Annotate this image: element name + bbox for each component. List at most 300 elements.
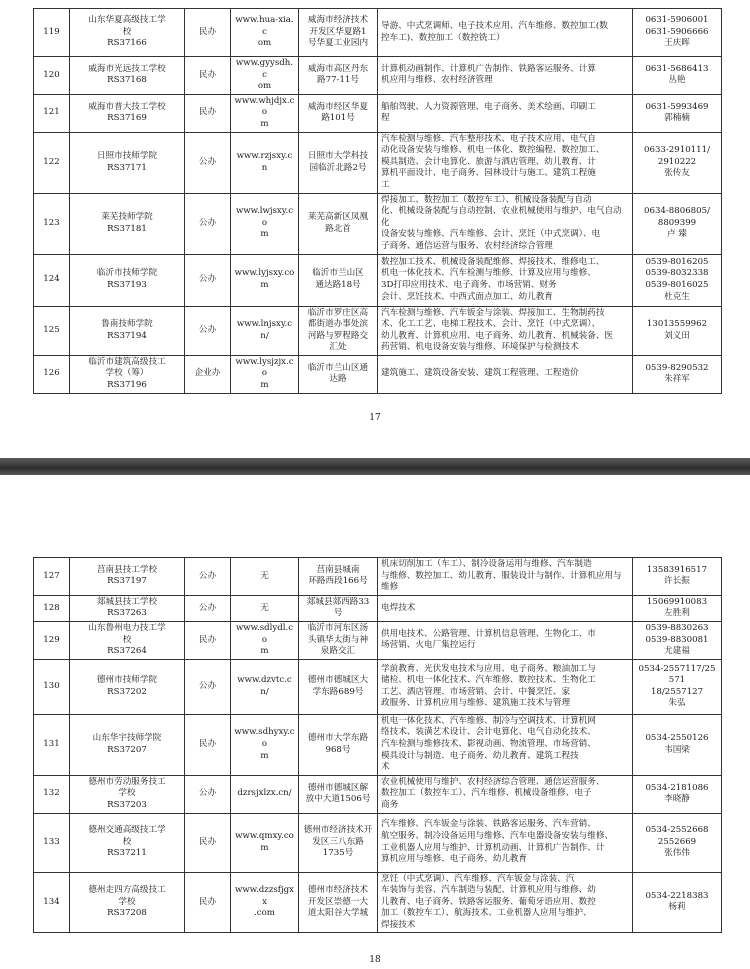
school-number: 134 xyxy=(34,872,70,933)
school-address-line: 达路 xyxy=(329,374,347,385)
school-contact-line: 王庆晖 xyxy=(664,38,690,49)
school-address-line: 968号 xyxy=(325,744,351,755)
school-majors xyxy=(378,595,633,621)
school-website xyxy=(231,659,299,714)
school-name-line: RS37203 xyxy=(107,799,147,810)
table-row xyxy=(34,94,722,132)
school-contact xyxy=(633,659,722,714)
school-contact-line: 0539-8032338 xyxy=(645,268,709,279)
school-contact-line: 杨莉 xyxy=(668,902,686,913)
school-website-line: 无 xyxy=(260,570,269,581)
school-address xyxy=(299,595,378,621)
school-table-page-17 xyxy=(33,8,722,394)
school-contact-line: 0631-5686413 xyxy=(645,63,709,74)
school-majors-line: 储检、机电一体化技术、汽车维修、数控技术、生物化工 xyxy=(381,675,596,686)
school-type: 民办 xyxy=(185,813,231,872)
school-website-line: .com xyxy=(254,908,275,919)
school-majors-line: 子商务、通信运营与服务、农村经济综合管理 xyxy=(381,240,553,251)
school-majors-line: 机应用与维修、农村经济管理 xyxy=(381,75,493,86)
school-contact-line: 0539-8830263 xyxy=(645,622,709,633)
school-address xyxy=(299,9,378,57)
school-name-line: 威海市光远技工学校 xyxy=(88,63,166,74)
school-address-line: 临沂市河东区汤 xyxy=(307,622,369,633)
school-name-line: 德州走四方高级技工 xyxy=(88,885,166,896)
school-contact xyxy=(633,306,722,355)
school-contact-line: 8809399 xyxy=(657,217,697,228)
school-contact xyxy=(633,94,722,132)
school-name-line: 德州交通高级技工学 xyxy=(88,825,166,836)
school-number: 120 xyxy=(34,57,70,95)
school-website xyxy=(231,595,299,621)
school-contact-line: 杜克生 xyxy=(664,291,690,302)
school-website xyxy=(231,193,299,254)
school-name xyxy=(70,254,185,306)
table-row xyxy=(34,193,722,254)
school-contact xyxy=(633,355,722,393)
school-address-line: 开发区华夏路1 xyxy=(309,26,367,37)
school-address-line: 临沂市兰山区通 xyxy=(307,362,369,373)
school-name-line: 德州市劳动服务技工 xyxy=(88,776,166,787)
school-name xyxy=(70,132,185,193)
school-contact xyxy=(633,57,722,95)
school-majors xyxy=(378,775,633,813)
school-contact xyxy=(633,254,722,306)
school-name-line: RS37196 xyxy=(107,380,147,391)
table-row xyxy=(34,872,722,933)
school-contact xyxy=(633,872,722,933)
school-contact-line: 0539-8830081 xyxy=(645,634,709,645)
table-row xyxy=(34,714,722,775)
school-contact xyxy=(633,558,722,596)
school-name xyxy=(70,306,185,355)
school-website xyxy=(231,813,299,872)
school-name-line: 威海市普大技工学校 xyxy=(88,101,166,112)
table-row xyxy=(34,57,722,95)
school-majors-line: 机床切削加工（车工）、制冷设备运用与维修、汽车制造 xyxy=(381,559,592,569)
school-number: 132 xyxy=(34,775,70,813)
school-address-line: 环路西段166号 xyxy=(308,576,368,587)
school-website-line: www.dzvtc.cn/ xyxy=(237,675,292,697)
school-website-line: www.hua-xia.c xyxy=(235,15,294,37)
school-address-line: 德州市经济技术开 xyxy=(303,825,373,836)
school-majors-line: 供用电技术、公路管理、计算机信息管理、生物化工、市 xyxy=(381,628,596,639)
school-name xyxy=(70,621,185,659)
school-website-line: www.sdhyxy.co xyxy=(234,727,295,749)
school-number: 127 xyxy=(34,558,70,596)
school-name xyxy=(70,94,185,132)
school-website xyxy=(231,254,299,306)
school-contact-line: 13013559962 xyxy=(646,319,708,330)
school-website-line: dzrsjxlzx.cn/ xyxy=(237,788,292,799)
school-majors xyxy=(378,132,633,193)
school-address xyxy=(299,621,378,659)
school-contact xyxy=(633,621,722,659)
school-majors-line: 络技术、装潢艺术设计、会计电算化、电气自动化技术、 xyxy=(381,727,596,738)
school-contact xyxy=(633,714,722,775)
school-majors-line: 工业机器人应用与维护、计算机动画、计算机广告制作、计 xyxy=(381,842,605,853)
school-address-line: 放中大道1506号 xyxy=(305,794,371,805)
school-address-line: 都街道办事处滨 xyxy=(307,319,369,330)
school-type: 公办 xyxy=(185,306,231,355)
school-website-line: www.lwjsxy.co xyxy=(235,206,294,228)
school-name-line: 鲁南技师学院 xyxy=(101,319,153,330)
school-website xyxy=(231,775,299,813)
school-address xyxy=(299,558,378,596)
school-name xyxy=(70,872,185,933)
school-majors-line: 场营销、火电厂集控运行 xyxy=(381,640,476,651)
school-website-line: www.whjdjx.co xyxy=(234,95,295,118)
school-name-line: RS37169 xyxy=(107,113,147,124)
school-type: 公办 xyxy=(185,132,231,193)
school-name-line: 学校 xyxy=(118,788,136,799)
school-website-line: m xyxy=(260,646,269,657)
school-website-line: m xyxy=(260,750,269,761)
school-name xyxy=(70,775,185,813)
school-contact-line: 0534-2552668 xyxy=(645,825,709,836)
table-row xyxy=(34,595,722,621)
school-website-line: www.lysjzjx.co xyxy=(235,356,294,379)
school-name-line: 学校（筹） xyxy=(105,368,149,379)
school-majors-line: 焊接加工、数控加工（数控车工）、机械设备装配与自动 xyxy=(381,194,592,205)
school-name-line: 山东鲁州电力技工学 xyxy=(88,622,166,633)
school-majors-line: 算机平面设计、电子商务、园林设计与施工、建筑工程施 xyxy=(381,168,596,179)
school-majors xyxy=(378,306,633,355)
school-website-line: www.lyjsxy.co xyxy=(234,268,295,279)
school-majors-line: 术 xyxy=(381,762,390,773)
school-type: 民办 xyxy=(185,621,231,659)
school-name-line: RS37208 xyxy=(107,908,147,919)
school-type: 公办 xyxy=(185,558,231,596)
school-address-line: 德州市大学东路 xyxy=(307,733,369,744)
school-majors-line: 工 xyxy=(381,179,390,190)
school-number: 122 xyxy=(34,132,70,193)
school-contact-line: 0634-8806805/ xyxy=(644,206,710,217)
school-majors-line: 烹饪（中式烹调）、汽车维修、汽车钣金与涂装、汽 xyxy=(381,873,575,884)
table-row xyxy=(34,9,722,57)
school-address-line: 开发区崇德一大 xyxy=(307,896,369,907)
school-majors-line: 与维修、数控加工、幼儿教育、服装设计与制作、计算机应用与维修 xyxy=(381,570,622,593)
school-majors xyxy=(378,813,633,872)
school-website xyxy=(231,714,299,775)
school-website xyxy=(231,355,299,393)
school-majors-line: 汽车维修、汽车钣金与涂装、铁路客运服务、汽车营销、 xyxy=(381,819,596,830)
school-website xyxy=(231,558,299,596)
table-row xyxy=(34,659,722,714)
school-table-page-18 xyxy=(33,557,722,933)
school-address-line: 路77-11号 xyxy=(317,75,359,86)
school-majors-line: 儿教育、电子商务、铁路客运服务、葡萄牙语应用、数控 xyxy=(381,896,596,907)
school-majors-line: 政服务、计算机应用与维修、建筑施工技术与管理 xyxy=(381,698,571,709)
school-majors-line: 数控加工（数控车工）、汽车维修、机械设备维修、电子 xyxy=(381,788,592,799)
school-contact-line: 0539-8290532 xyxy=(645,362,709,373)
school-address-line: 威海市经区华夏 xyxy=(307,101,369,112)
school-address-line: 道太阳谷大学城 xyxy=(307,908,369,919)
school-address-line: 号 xyxy=(333,608,343,619)
school-name-line: RS37197 xyxy=(107,576,147,587)
school-majors xyxy=(378,57,633,95)
school-majors-line: 焊接技术 xyxy=(381,919,416,930)
school-contact-line: 丛艳 xyxy=(668,75,686,86)
school-contact-line: 0633-2910111/ xyxy=(644,145,710,156)
school-address-line: 1735号 xyxy=(322,848,354,859)
school-contact-line: 郭楠楠 xyxy=(664,113,690,124)
school-name-line: RS37202 xyxy=(107,686,147,697)
school-website-line: m xyxy=(260,280,269,290)
school-number: 128 xyxy=(34,595,70,621)
school-majors-line: 算机应用与维修、电子商务、幼儿教育 xyxy=(381,854,528,865)
school-address-line: 路101号 xyxy=(321,113,355,124)
school-address-line: 莒南县城南 xyxy=(316,564,360,575)
school-name-line: RS37193 xyxy=(107,280,147,290)
school-majors-line: 数控加工技术、机械设备装配维修、焊接技术、维修电工、 xyxy=(381,256,605,267)
school-address-line: 泉路交汇 xyxy=(320,646,356,657)
school-majors-line: 3D打印应用技术、电子商务、市场营销、财务 xyxy=(381,280,557,290)
school-address-line: 日照市大学科技 xyxy=(307,150,369,161)
school-name xyxy=(70,9,185,57)
school-majors-line: 航空服务、制冷设备运用与维修、汽车电器设备安装与维修、 xyxy=(381,830,614,841)
school-number: 121 xyxy=(34,94,70,132)
school-number: 123 xyxy=(34,193,70,254)
school-contact-line: 15069910083 xyxy=(646,596,708,607)
school-address xyxy=(299,714,378,775)
school-address-line: 临沂市兰山区 xyxy=(312,268,364,279)
school-contact-line: 朱祥军 xyxy=(664,374,690,385)
school-majors-line: 建筑施工、建筑设备安装、建筑工程管理、工程造价 xyxy=(381,368,579,379)
school-address xyxy=(299,57,378,95)
school-majors xyxy=(378,94,633,132)
school-address-line: 学东路689号 xyxy=(312,686,364,697)
school-address xyxy=(299,872,378,933)
school-contact-line: 刘义田 xyxy=(664,330,690,341)
school-address xyxy=(299,94,378,132)
school-majors-line: 化、机械设备装配与自动控制、农业机械使用与维护、电气自动化 xyxy=(381,206,622,228)
school-contact-line: 许长振 xyxy=(664,576,690,587)
school-majors-line: 汽车检测与维修、汽车钣金与涂装、焊接加工、生物制药技 xyxy=(381,307,605,318)
school-address-line: 郯城县郯西路33 xyxy=(306,596,370,607)
school-address-line: 威海市高区丹东 xyxy=(307,63,369,74)
school-website-line: 无 xyxy=(260,602,269,613)
school-contact-line: 李晓静 xyxy=(664,794,690,805)
school-website xyxy=(231,9,299,57)
school-number: 119 xyxy=(34,9,70,57)
school-address-line: 通达路18号 xyxy=(315,280,361,290)
school-number: 131 xyxy=(34,714,70,775)
school-name-line: 临沂市建筑高级技工 xyxy=(88,356,166,367)
school-address-line: 河路与罗程路交 xyxy=(307,330,369,341)
table-row xyxy=(34,621,722,659)
school-name xyxy=(70,714,185,775)
school-website-line: www.dzzsfjgxx xyxy=(235,885,294,907)
school-type: 民办 xyxy=(185,57,231,95)
school-contact xyxy=(633,775,722,813)
school-majors-line: 计算机动画制作、计算机广告制作、铁路客运服务、计算 xyxy=(381,63,596,74)
school-contact-line: 0631-5906666 xyxy=(645,26,709,37)
school-majors-line: 幼儿教育、计算机应用、电子商务、幼儿教育、机械装备、医 xyxy=(381,330,614,341)
school-number: 126 xyxy=(34,355,70,393)
school-majors-line: 模具设计与制造、电子商务、幼儿教育、建筑工程技 xyxy=(381,750,579,761)
school-name-line: 日照市技师学院 xyxy=(96,150,158,161)
table-row xyxy=(34,254,722,306)
school-name xyxy=(70,193,185,254)
school-majors xyxy=(378,254,633,306)
school-contact xyxy=(633,193,722,254)
school-address-line: 号华夏工业园内 xyxy=(307,38,369,49)
school-address-line: 德州市德城区解 xyxy=(307,782,369,793)
school-name-line: 郯城县技工学校 xyxy=(96,596,158,607)
school-type: 民办 xyxy=(185,94,231,132)
school-name-line: 临沂市技师学院 xyxy=(96,268,158,279)
school-contact xyxy=(633,813,722,872)
school-website-line: www.gyysdh.c xyxy=(235,58,294,80)
school-website-line: m xyxy=(260,380,269,391)
school-name xyxy=(70,355,185,393)
school-name-line: 校 xyxy=(122,836,132,847)
school-name-line: RS37171 xyxy=(107,162,147,173)
school-name-line: 学校 xyxy=(118,896,136,907)
school-address-line: 德州市德城区大 xyxy=(307,675,369,686)
school-majors-line: 术、化工工艺、电梯工程技术、会计、烹饪（中式烹调）、 xyxy=(381,319,601,330)
school-majors-line: 机电一体化技术、汽车维修、制冷与空调技术、计算机网 xyxy=(381,715,596,726)
school-name-line: RS37181 xyxy=(107,223,147,234)
school-majors-line: 加工（数控车工）、航海技术、工业机器人应用与维护、 xyxy=(381,908,592,919)
school-contact-line: 0631-5993469 xyxy=(645,101,709,112)
school-majors xyxy=(378,9,633,57)
school-website-line: www.qmxy.co xyxy=(235,830,294,841)
school-address-line: 临沂市罗庄区高 xyxy=(307,307,369,318)
school-website xyxy=(231,306,299,355)
school-name-line: 德州市技师学院 xyxy=(96,675,158,686)
school-website-line: om xyxy=(257,81,272,92)
school-majors-line: 电焊技术 xyxy=(381,602,416,613)
school-contact-line: 18/2557127 xyxy=(650,686,704,697)
school-type: 民办 xyxy=(185,714,231,775)
table-row xyxy=(34,306,722,355)
school-website xyxy=(231,872,299,933)
table-row xyxy=(34,132,722,193)
school-address xyxy=(299,193,378,254)
school-type: 公办 xyxy=(185,193,231,254)
school-contact-line: 0539-8016205 xyxy=(645,256,709,267)
school-majors-line: 机电一体化技术、汽车检测与维修、计算及应用与维修、 xyxy=(381,268,596,279)
school-majors-line: 会计、烹饪技术、中西式面点加工、幼儿教育 xyxy=(381,291,553,302)
school-contact-line: 尤建福 xyxy=(664,646,690,657)
school-name-line: RS37263 xyxy=(107,608,147,619)
school-number: 125 xyxy=(34,306,70,355)
page-number: 18 xyxy=(369,955,381,965)
school-address xyxy=(299,254,378,306)
school-majors-line: 设备安装与维修、汽车维修、会计、烹饪（中式烹调）、电 xyxy=(381,229,601,240)
school-name-line: RS37168 xyxy=(107,75,147,86)
school-name xyxy=(70,659,185,714)
school-name-line: 莒南县技工学校 xyxy=(96,564,158,575)
school-majors-line: 导游、中式烹调师、电子技术应用、汽车维修、数控加工(数 xyxy=(381,20,608,31)
school-address xyxy=(299,355,378,393)
school-contact-line: 0631-5906001 xyxy=(645,15,709,26)
school-contact-line: 2910222 xyxy=(657,156,697,167)
school-contact-line: 张伟伟 xyxy=(664,848,690,859)
school-address-line: 头镇华太街与神 xyxy=(307,634,369,645)
document-page-17 xyxy=(0,0,750,458)
school-type: 民办 xyxy=(185,872,231,933)
page-separator xyxy=(0,458,750,475)
school-majors-line: 药营销、机电设备安装与维修、环境保护与检测技术 xyxy=(381,342,579,353)
school-website-line: m xyxy=(260,842,269,853)
school-address-line: 园临沂北路2号 xyxy=(309,162,367,173)
school-address-line: 威海市经济技术 xyxy=(307,15,369,26)
school-majors-line: 车装饰与美容、汽车制造与装配、计算机应用与维修、幼 xyxy=(381,885,596,896)
school-majors-line: 控车工)、数控加工（数控铣工） xyxy=(381,32,505,43)
school-majors-line: 船舶驾驶、人力资源管理、电子商务、美术绘画、印刷工 xyxy=(381,101,596,112)
school-contact-line: 0534-2557117/25571 xyxy=(638,663,716,686)
school-address-line: 发区三八东路 xyxy=(312,836,364,847)
school-majors-line: 汽车检测与维修、汽车整形技术、电子技术应用、电气自 xyxy=(381,133,596,144)
school-website xyxy=(231,94,299,132)
school-majors xyxy=(378,355,633,393)
school-contact xyxy=(633,595,722,621)
school-website xyxy=(231,57,299,95)
school-type: 企业办 xyxy=(185,355,231,393)
school-majors xyxy=(378,872,633,933)
school-contact-line: 13583916517 xyxy=(646,564,708,575)
school-majors-line: 商务 xyxy=(381,799,399,810)
school-type: 民办 xyxy=(185,9,231,57)
school-majors-line: 工艺、酒店管理、市场营销、会计、中餐烹饪、家 xyxy=(381,686,571,697)
school-name-line: 山东华夏高级技工学 xyxy=(88,15,166,26)
school-website-line: www.sdlydl.co xyxy=(235,622,294,645)
school-contact xyxy=(633,9,722,57)
school-type: 公办 xyxy=(185,775,231,813)
school-majors-line: 汽车检测与维修技术、影视动画、物流管理、市场营销、 xyxy=(381,738,596,749)
school-contact-line: 0534-2550126 xyxy=(645,733,709,744)
school-majors-line: 程 xyxy=(381,113,390,124)
table-row xyxy=(34,355,722,393)
school-name-line: RS37207 xyxy=(107,744,147,755)
school-website-line: www.rzjsxy.cn xyxy=(236,150,293,173)
table-row xyxy=(34,813,722,872)
school-name xyxy=(70,595,185,621)
school-address xyxy=(299,306,378,355)
school-type: 公办 xyxy=(185,659,231,714)
school-address xyxy=(299,775,378,813)
school-contact-line: 张传友 xyxy=(664,168,690,179)
school-name xyxy=(70,558,185,596)
school-contact-line: 左胜利 xyxy=(664,608,690,619)
school-majors-line: 模具制造、会计电算化、旅游与酒店管理、幼儿教育、计 xyxy=(381,156,596,167)
school-name-line: RS37211 xyxy=(107,848,147,859)
school-address-line: 汇处 xyxy=(329,342,347,353)
school-majors xyxy=(378,193,633,254)
school-website xyxy=(231,621,299,659)
school-website-line: om xyxy=(257,38,272,49)
school-contact-line: 朱弘 xyxy=(668,698,686,709)
school-majors-line: 学前教育、光伏发电技术与应用、电子商务、粮油加工与 xyxy=(381,663,596,674)
school-website-line: m xyxy=(260,118,269,129)
table-row xyxy=(34,558,722,596)
school-website-line: m xyxy=(260,229,269,240)
school-address xyxy=(299,659,378,714)
school-address-line: 路北首 xyxy=(325,223,351,234)
school-contact-line: 2552669 xyxy=(657,836,697,847)
school-majors xyxy=(378,659,633,714)
school-contact-line: 0534-2218383 xyxy=(645,890,709,901)
school-name xyxy=(70,813,185,872)
school-name-line: 山东华宇技师学院 xyxy=(92,733,162,744)
school-number: 133 xyxy=(34,813,70,872)
school-name-line: 校 xyxy=(122,634,132,645)
school-name-line: RS37264 xyxy=(107,646,147,657)
school-website xyxy=(231,132,299,193)
document-page-18 xyxy=(0,475,750,969)
